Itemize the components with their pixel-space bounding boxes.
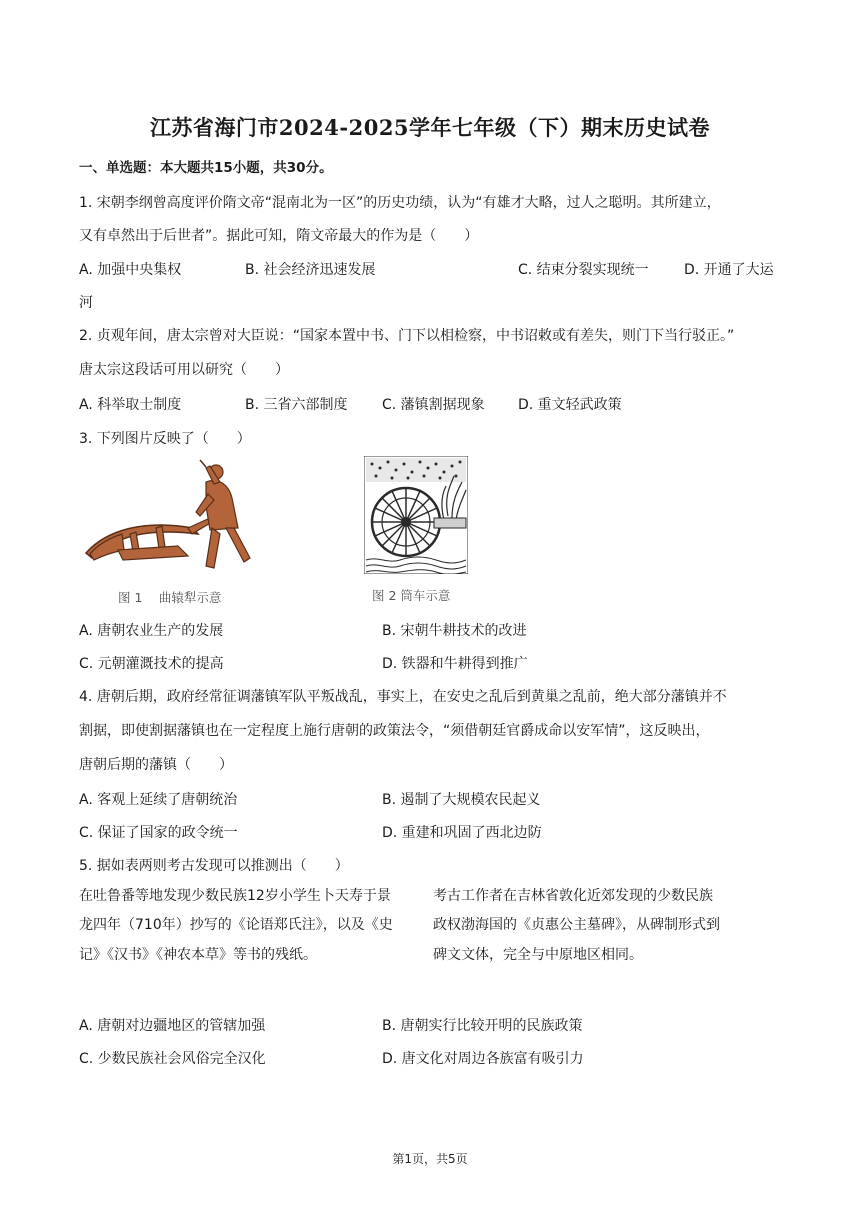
q2-stem-line2: 唐太宗这段话可用以研究（ ）: [79, 362, 289, 378]
q5-left-cell-line1: 在吐鲁番等地发现少数民族12岁小学生卜天寿于景: [79, 888, 391, 904]
q4-stem-line1: 4. 唐朝后期，政府经常征调藩镇军队平叛战乱，事实上，在安史之乱后到黄巢之乱前，绝大部分藩镇并不: [79, 689, 727, 705]
q1-stem-line2: 又有卓然出于后世者”。据此可知，隋文帝最大的作为是（ ）: [79, 228, 479, 244]
q3-option-d: D. 铁器和牛耕得到推广: [382, 656, 528, 672]
curved-plow-illustration: [78, 458, 268, 578]
q5-left-cell-line3: 记》《汉书》《神农本草》等书的残纸。: [79, 947, 317, 963]
q2-option-b: B. 三省六部制度: [245, 397, 348, 413]
q5-option-c: C. 少数民族社会风俗完全汉化: [79, 1051, 266, 1067]
q4-option-b: B. 遏制了大规模农民起义: [382, 792, 541, 808]
q5-option-d: D. 唐文化对周边各族富有吸引力: [382, 1051, 584, 1067]
q4-option-c: C. 保证了国家的政令统一: [79, 825, 238, 841]
q1-option-d-continued: 河: [79, 295, 93, 311]
q2-option-a: A. 科举取士制度: [79, 397, 182, 413]
q3-option-c: C. 元朝灌溉技术的提高: [79, 656, 224, 672]
q2-option-c: C. 藩镇割据现象: [382, 397, 485, 413]
q1-option-d: D. 开通了大运: [684, 262, 774, 278]
q2-stem-line1: 2. 贞观年间，唐太宗曾对大臣说：“国家本置中书、门下以相检察，中书诏敕或有差失，则门下当行驳正。”: [79, 328, 735, 344]
tube-wheel-illustration: [364, 456, 468, 574]
q5-option-a: A. 唐朝对边疆地区的管辖加强: [79, 1018, 266, 1034]
section-heading: 一、单选题：本大题共15小题，共30分。: [79, 160, 333, 176]
q4-option-d: D. 重建和巩固了西北边防: [382, 825, 542, 841]
q5-left-cell-line2: 龙四年（710年）抄写的《论语郑氏注》，以及《史: [79, 917, 393, 933]
figure1-caption: 图 1 曲辕犁示意: [118, 590, 222, 605]
q1-option-b: B. 社会经济迅速发展: [245, 262, 376, 278]
q1-stem-line1: 1. 宋朝李纲曾高度评价隋文帝“混南北为一区”的历史功绩，认为“有雄才大略，过人之聪明。其所建立，: [79, 195, 721, 211]
q3-option-b: B. 宋朝牛耕技术的改进: [382, 623, 527, 639]
exam-title: 江苏省海门市2024-2025学年七年级（下）期末历史试卷: [149, 115, 711, 140]
q3-option-a: A. 唐朝农业生产的发展: [79, 623, 224, 639]
q3-stem: 3. 下列图片反映了（ ）: [79, 431, 251, 447]
q5-option-b: B. 唐朝实行比较开明的民族政策: [382, 1018, 583, 1034]
q1-option-a: A. 加强中央集权: [79, 262, 182, 278]
q2-option-d: D. 重文轻武政策: [518, 397, 622, 413]
q5-right-cell-line3: 碑文文体，完全与中原地区相同。: [433, 947, 643, 963]
q1-option-c: C. 结束分裂实现统一: [518, 262, 649, 278]
q4-option-a: A. 客观上延续了唐朝统治: [79, 792, 238, 808]
q4-stem-line2: 割据，即使割据藩镇也在一定程度上施行唐朝的政策法令，“须借朝廷官爵成命以安军情”，这反映出，: [79, 723, 710, 739]
q5-right-cell-line1: 考古工作者在吉林省敦化近郊发现的少数民族: [433, 888, 713, 904]
page-number-footer: 第1页，共5页: [392, 1152, 468, 1166]
q4-stem-line3: 唐朝后期的藩镇（ ）: [79, 757, 233, 773]
q5-right-cell-line2: 政权渤海国的《贞惠公主墓碑》，从碑制形式到: [433, 917, 720, 933]
q5-stem: 5. 据如表两则考古发现可以推测出（ ）: [79, 858, 349, 874]
figure2-caption: 图 2 筒车示意: [372, 588, 451, 603]
